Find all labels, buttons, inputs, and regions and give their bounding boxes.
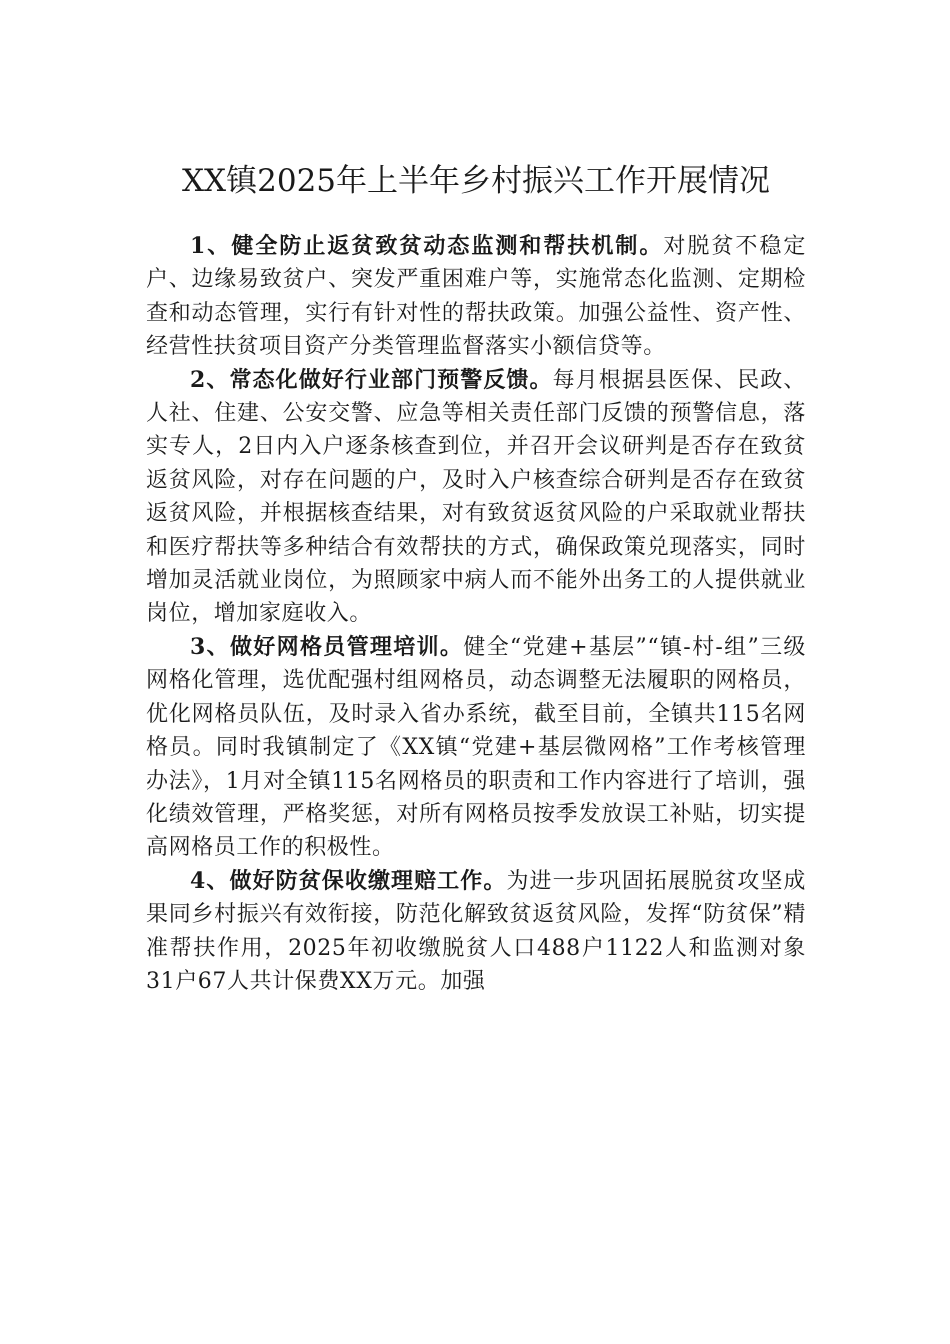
paragraph-3-text: 健全“党建+基层”“镇-村-组”三级网格化管理，选优配强村组网格员，动态调整无法履职的网格员，优化网格员队伍，及时录入省办系统，截至目前，全镇共115名网格员。同时我镇制定了《XX镇“党建+基层微网格”工作考核管理办法》，1月对全镇115名网格员的职责和工作内容进行了培训，强化绩效管理，严格奖惩，对所有网格员按季发放误工补贴，切实提高网格员工作的积极性。 — [146, 634, 806, 861]
paragraph-1 — [146, 230, 806, 364]
paragraph-1-heading: 1、健全防止返贫致贫动态监测和帮扶机制。 — [190, 233, 664, 259]
paragraph-2-text: 每月根据县医保、民政、人社、住建、公安交警、应急等相关责任部门反馈的预警信息，落实专人，2日内入户逐条核查到位，并召开会议研判是否存在致贫返贫风险，对存在问题的户，及时入户核查综合研判是否存在致贫返贫风险，并根据核查结果，对有致贫返贫风险的户采取就业帮扶和医疗帮扶等多种结合有效帮扶的方式，确保政策兑现落实，同时增加灵活就业岗位，为照顾家中病人而不能外出务工的人提供就业岗位，增加家庭收入。 — [146, 367, 806, 627]
paragraph-4-heading: 4、做好防贫保收缴理赔工作。 — [190, 867, 507, 894]
document-page — [146, 150, 806, 998]
paragraph-3-heading: 3、做好网格员管理培训。 — [190, 633, 464, 660]
document-body — [146, 230, 806, 998]
paragraph-4-text: 为进一步巩固拓展脱贫攻坚成果同乡村振兴有效衔接，防范化解致贫返贫风险，发挥“防贫保”精准帮扶作用，2025年初收缴脱贫人口488户1122人和监测对象31户67人共计保费XX万元。加强 — [146, 868, 806, 994]
paragraph-1-text: 对脱贫不稳定户、边缘易致贫户、突发严重困难户等，实施常态化监测、定期检查和动态管理，实行有针对性的帮扶政策。加强公益性、资产性、经营性扶贫项目资产分类管理监督落实小额信贷等。 — [146, 234, 806, 360]
paragraph-4 — [146, 865, 806, 999]
paragraph-2 — [146, 364, 806, 631]
paragraph-2-heading: 2、常态化做好行业部门预警反馈。 — [190, 366, 553, 393]
paragraph-3 — [146, 631, 806, 865]
document-title: XX镇2025年上半年乡村振兴工作开展情况 — [181, 163, 771, 199]
